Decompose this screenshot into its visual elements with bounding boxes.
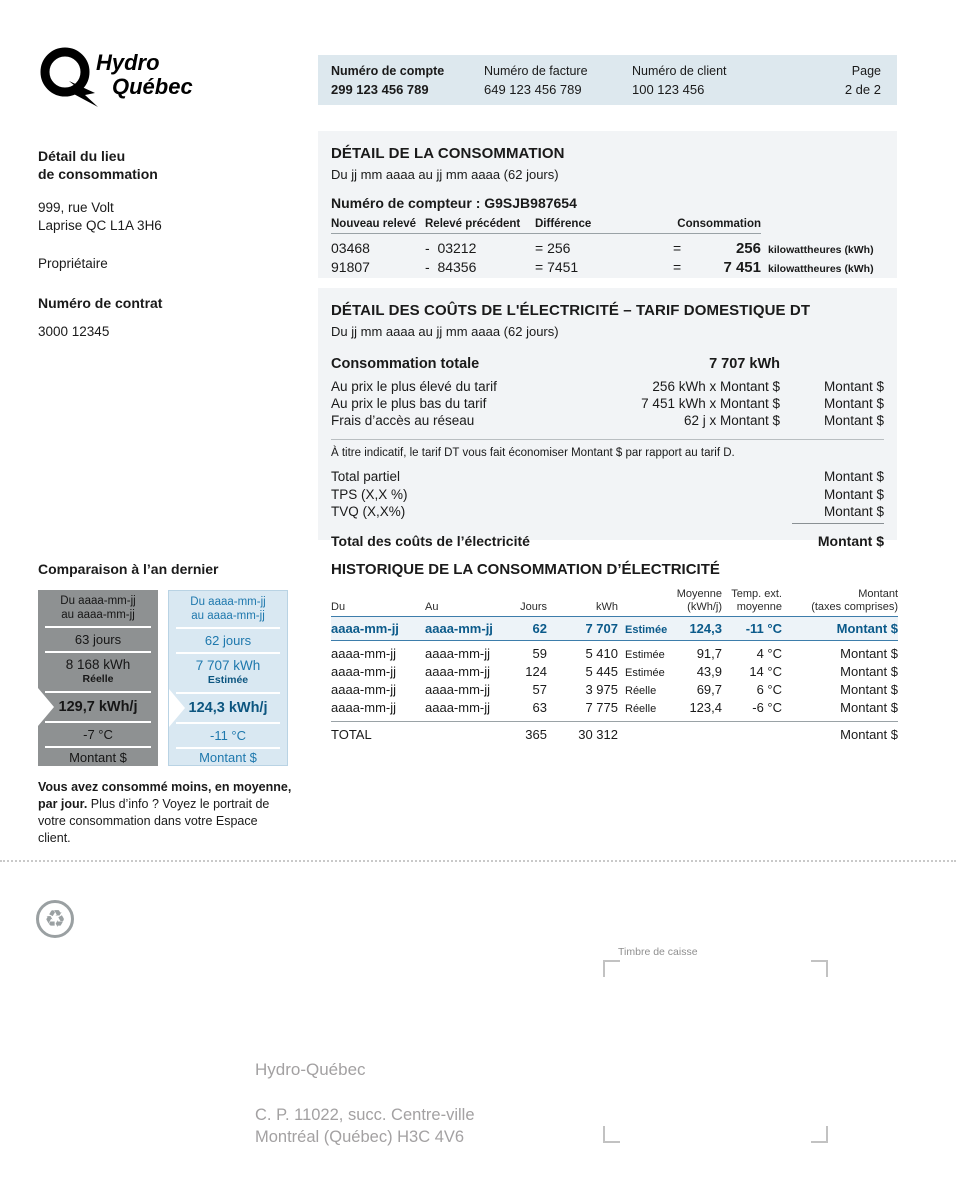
current-days: 62 jours (176, 629, 280, 654)
cost-line-calc: 7 451 kWh x Montant $ (641, 396, 780, 411)
subtotal-label: TVQ (X,X%) (331, 504, 406, 519)
history-kwh: 7 775 (585, 699, 618, 715)
history-jours: 124 (525, 663, 547, 679)
current-kwh: 7 707 kWh Estimée (176, 654, 280, 694)
history-du: aaaa-mm-jj (331, 699, 397, 715)
client-number-label: Numéro de client (632, 64, 727, 78)
current-temperature: -11 °C (176, 724, 280, 749)
remit-company-name: Hydro-Québec (255, 1060, 366, 1079)
history-temp: 14 °C (749, 663, 782, 679)
cost-line-row (331, 395, 884, 412)
cost-line-calc: 256 kWh x Montant $ (652, 379, 780, 394)
subtotal-rows (331, 468, 884, 521)
history-montant: Montant $ (840, 699, 898, 715)
history-row (331, 680, 898, 698)
pointer-arrow-icon (169, 689, 185, 727)
remit-address: C. P. 11022, succ. Centre-ville Montréal (Québec) H3C 4V6 (255, 1106, 475, 1146)
consumption-detail-panel (318, 131, 897, 278)
history-jours: 62 (532, 621, 547, 636)
page-field (809, 64, 881, 105)
detach-dotted-line (0, 860, 956, 862)
history-au: aaaa-mm-jj (425, 699, 491, 715)
cost-line-label: Au prix le plus bas du tarif (331, 396, 487, 411)
costs-separator (331, 439, 884, 440)
history-total-jours: 365 (525, 727, 547, 742)
previous-reading-value: - 03212 (425, 240, 477, 256)
account-summary-band (318, 55, 897, 105)
history-total-row (331, 721, 898, 742)
contract-number-label: Numéro de contrat (38, 295, 163, 311)
costs-period: Du jj mm aaaa au jj mm aaaa (62 jours) (331, 324, 559, 339)
electricity-total-row (331, 533, 884, 549)
history-du: aaaa-mm-jj (331, 645, 397, 661)
year-comparison-section (38, 561, 294, 847)
history-reading-type: Réelle (625, 684, 657, 697)
client-number-field (632, 64, 809, 105)
history-montant: Montant $ (840, 663, 898, 679)
col-au: Au (425, 601, 439, 613)
costs-title: DÉTAIL DES COÛTS DE L'ÉLECTRICITÉ – TARIF DOMESTIQUE DT (331, 302, 811, 319)
history-moyenne: 69,7 (696, 681, 722, 697)
history-moyenne: 91,7 (696, 645, 722, 661)
account-number-field (331, 64, 484, 105)
previous-year-box (38, 590, 158, 766)
col-du: Du (331, 601, 346, 613)
electricity-total-label: Total des coûts de l’électricité (331, 532, 530, 549)
cost-line-label: Au prix le plus élevé du tarif (331, 379, 497, 394)
col-difference: Différence (535, 218, 592, 230)
contract-number-value: 3000 12345 (38, 324, 110, 339)
col-consumption: Consommation (677, 218, 761, 230)
history-montant: Montant $ (840, 645, 898, 661)
history-row (331, 644, 898, 662)
consumption-value: 256 (735, 240, 761, 257)
history-du: aaaa-mm-jj (331, 621, 399, 636)
svg-text:Hydro: Hydro (96, 50, 160, 75)
electricity-costs-panel (318, 288, 897, 549)
subtotal-amount: Montant $ (823, 504, 884, 519)
history-kwh: 5 445 (585, 663, 618, 679)
invoice-number-label: Numéro de facture (484, 64, 588, 78)
previous-period: Du aaaa-mm-jj au aaaa-mm-jj (45, 590, 151, 628)
difference-value: = 7451 (535, 259, 579, 275)
page-label: Page (851, 64, 881, 78)
history-kwh: 3 975 (585, 681, 618, 697)
svg-text:Québec: Québec (112, 74, 193, 99)
history-title: HISTORIQUE DE LA CONSOMMATION D’ÉLECTRICITÉ (331, 561, 720, 578)
subtotal-amount: Montant $ (823, 469, 884, 484)
current-amount: Montant $ (199, 749, 257, 765)
history-au: aaaa-mm-jj (425, 645, 491, 661)
total-rule (792, 523, 884, 524)
previous-temperature: -7 °C (45, 723, 151, 748)
comparison-title: Comparaison à l’an dernier (38, 561, 219, 577)
consumption-unit: kilowattheures (kWh) (768, 263, 874, 275)
page-value: 2 de 2 (844, 82, 881, 97)
history-au: aaaa-mm-jj (425, 663, 491, 679)
cash-stamp-area (603, 960, 828, 1143)
occupant-status: Propriétaire (38, 256, 108, 271)
col-moyenne: Moyenne (kWh/j) (676, 588, 722, 613)
cost-line-amount: Montant $ (823, 379, 884, 394)
subtotal-row (331, 503, 884, 521)
history-moyenne: 123,4 (689, 699, 722, 715)
stamp-corner-icon (811, 1126, 828, 1143)
history-row (331, 616, 898, 641)
history-reading-type: Estimée (625, 648, 665, 661)
history-reading-type: Estimée (625, 624, 668, 636)
history-total-kwh: 30 312 (578, 727, 618, 742)
history-total-montant: Montant $ (840, 727, 898, 742)
previous-average: 129,7 kWh/j (45, 693, 151, 723)
col-new-reading: Nouveau relevé (331, 218, 417, 230)
history-total-label: TOTAL (331, 727, 372, 742)
history-montant: Montant $ (836, 621, 898, 636)
history-reading-type: Réelle (625, 702, 657, 715)
subtotal-row (331, 468, 884, 486)
current-year-box (168, 590, 288, 766)
consumption-unit: kilowattheures (kWh) (768, 244, 874, 256)
stamp-corner-icon (603, 960, 620, 977)
subtotal-label: Total partiel (331, 469, 401, 484)
meter-reading-row (331, 240, 884, 259)
location-address: 999, rue Volt Laprise QC L1A 3H6 (38, 200, 162, 233)
subtotal-row (331, 486, 884, 504)
subtotal-label: TPS (X,X %) (331, 486, 408, 502)
current-average: 124,3 kWh/j (176, 694, 280, 724)
col-previous-reading: Relevé précédent (425, 218, 521, 230)
history-du: aaaa-mm-jj (331, 663, 397, 679)
history-au: aaaa-mm-jj (425, 681, 491, 697)
equals-sign: = (673, 240, 682, 256)
meter-table-rule (331, 233, 761, 234)
history-table-rows (331, 616, 898, 716)
electricity-total-amount: Montant $ (817, 532, 884, 549)
history-temp: 4 °C (756, 645, 782, 661)
cost-line-row (331, 378, 884, 395)
previous-kwh: 8 168 kWh Réelle (45, 653, 151, 693)
history-reading-type: Estimée (625, 666, 665, 679)
history-jours: 59 (532, 645, 547, 661)
hydro-quebec-logo (38, 44, 228, 110)
equals-sign: = (673, 259, 682, 275)
consumption-history-section (331, 561, 898, 742)
comparison-boxes (38, 590, 294, 766)
difference-value: = 256 (535, 240, 571, 256)
previous-reading-type: Réelle (82, 673, 114, 685)
new-reading-value: 91807 (331, 259, 370, 275)
cost-line-row (331, 412, 884, 429)
col-kwh: kWh (596, 601, 618, 613)
meter-table-header (331, 218, 884, 230)
cost-line-calc: 62 j x Montant $ (683, 413, 780, 428)
total-consumption-label: Consommation totale (331, 356, 480, 372)
cost-line-amount: Montant $ (823, 413, 884, 428)
history-kwh: 7 707 (585, 621, 618, 636)
meter-number: Numéro de compteur : G9SJB987654 (331, 195, 577, 211)
comparison-note: Vous avez consommé moins, en moyenne, par jour. Plus d’info ? Voyez le portrait de votre consommation dans votre Espace client. (38, 780, 292, 845)
subtotal-amount: Montant $ (823, 486, 884, 502)
consumption-value: 7 451 (723, 259, 761, 276)
tariff-note: À titre indicatif, le tarif DT vous fait économiser Montant $ par rapport au tarif D. (331, 447, 735, 459)
recycle-icon: ♻ (36, 900, 74, 938)
history-temp: 6 °C (756, 681, 782, 697)
total-consumption-value: 7 707 kWh (709, 356, 780, 372)
client-number-value: 100 123 456 (632, 82, 705, 97)
previous-reading-value: - 84356 (425, 259, 477, 275)
cost-line-label: Frais d’accès au réseau (331, 413, 475, 428)
col-jours: Jours (520, 601, 547, 613)
stamp-corner-icon (811, 960, 828, 977)
current-reading-type: Estimée (207, 674, 249, 686)
history-moyenne: 43,9 (696, 663, 722, 679)
history-kwh: 5 410 (585, 645, 618, 661)
total-consumption-row (331, 356, 884, 372)
meter-reading-row (331, 259, 884, 278)
history-temp: -6 °C (752, 699, 782, 715)
history-table-header (331, 588, 898, 614)
new-reading-value: 03468 (331, 240, 370, 256)
cash-stamp-label: Timbre de caisse (618, 946, 698, 958)
col-montant: Montant (taxes comprises) (811, 588, 898, 613)
location-title: Détail du lieu de consommation (38, 148, 158, 182)
current-period: Du aaaa-mm-jj au aaaa-mm-jj (176, 591, 280, 629)
history-row (331, 698, 898, 716)
invoice-number-value: 649 123 456 789 (484, 82, 582, 97)
stamp-corner-icon (603, 1126, 620, 1143)
col-temp: Temp. ext. moyenne (731, 588, 782, 613)
consumption-detail-title: DÉTAIL DE LA CONSOMMATION (331, 145, 565, 162)
invoice-number-field (484, 64, 632, 105)
history-jours: 63 (532, 699, 547, 715)
hydro-quebec-logo-icon (38, 44, 228, 110)
cost-lines (331, 378, 884, 429)
pointer-arrow-icon (38, 688, 54, 726)
history-row (331, 662, 898, 680)
cost-line-amount: Montant $ (823, 396, 884, 411)
history-au: aaaa-mm-jj (425, 621, 493, 636)
consumption-period: Du jj mm aaaa au jj mm aaaa (62 jours) (331, 167, 559, 182)
account-number-value: 299 123 456 789 (331, 82, 429, 97)
consumption-location-block (38, 147, 293, 341)
previous-days: 63 jours (45, 628, 151, 653)
previous-amount: Montant $ (69, 749, 127, 765)
account-number-label: Numéro de compte (331, 64, 445, 78)
history-temp: -11 °C (745, 621, 782, 636)
history-du: aaaa-mm-jj (331, 681, 397, 697)
history-jours: 57 (532, 681, 547, 697)
meter-table-rows (331, 240, 884, 278)
history-montant: Montant $ (840, 681, 898, 697)
history-moyenne: 124,3 (689, 621, 722, 636)
